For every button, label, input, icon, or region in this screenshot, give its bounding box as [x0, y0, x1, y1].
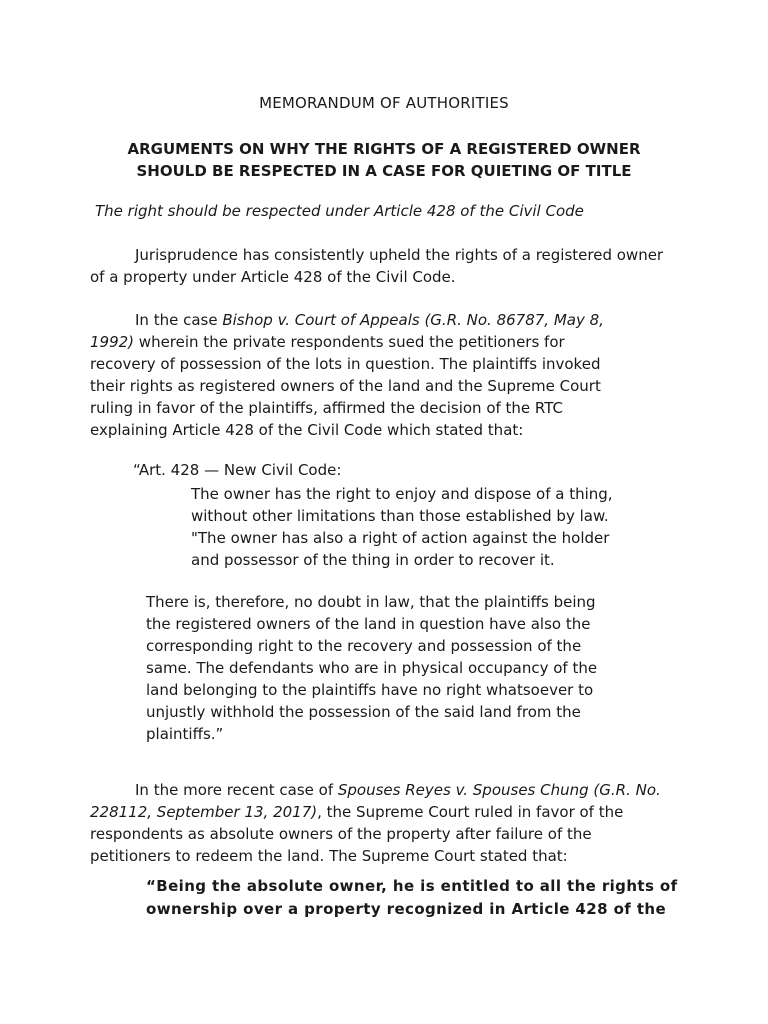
document-subtitle: [0, 138, 768, 182]
paragraph-line: of a property under Article 428 of the Civil Code.: [90, 268, 456, 286]
quote-line: the registered owners of the land in question have also the: [146, 615, 591, 633]
quote-line: land belonging to the plaintiffs have no right whatsoever to: [146, 681, 594, 699]
quote-line: without other limitations than those established by law.: [191, 507, 609, 525]
quote-line: ownership over a property recognized in Article 428 of the: [146, 900, 667, 918]
paragraph-line: ruling in favor of the plaintiffs, affirmed the decision of the RTC: [90, 399, 564, 417]
paragraph-line: [90, 309, 680, 331]
quote-article-text: [191, 483, 613, 571]
quote-line: plaintiffs.”: [146, 725, 224, 743]
quote-line: unjustly withhold the possession of the said land from the: [146, 703, 581, 721]
case-citation: 228112, September 13, 2017): [90, 803, 318, 821]
case-citation: 1992): [90, 333, 135, 351]
document-title: MEMORANDUM OF AUTHORITIES: [259, 94, 509, 112]
paragraph-line: petitioners to redeem the land. The Supreme Court stated that:: [90, 847, 568, 865]
paragraph-line: respondents as absolute owners of the property after failure of the: [90, 825, 592, 843]
quote-line: "The owner has also a right of action against the holder: [191, 529, 610, 547]
quote-line: same. The defendants who are in physical occupancy of the: [146, 659, 598, 677]
subtitle-line: SHOULD BE RESPECTED IN A CASE FOR QUIETING OF TITLE: [136, 162, 632, 180]
paragraph-line: [90, 331, 680, 353]
paragraph-line: their rights as registered owners of the land and the Supreme Court: [90, 377, 601, 395]
quote-line: There is, therefore, no doubt in law, that the plaintiffs being: [146, 593, 596, 611]
section-heading: The right should be respected under Article 428 of the Civil Code: [95, 202, 584, 220]
paragraph-line: [90, 779, 680, 801]
text-run: wherein the private respondents sued the petitioners for: [134, 333, 565, 351]
quote-line: corresponding right to the recovery and possession of the: [146, 637, 582, 655]
quote-line: and possessor of the thing in order to recover it.: [191, 551, 555, 569]
paragraph-line: explaining Article 428 of the Civil Code which stated that:: [90, 421, 524, 439]
text-run: In the more recent case of: [135, 781, 338, 799]
quote-paragraph: [146, 591, 597, 745]
paragraph-bishop-case: [90, 309, 680, 441]
quote-heading: “Art. 428 — New Civil Code:: [133, 461, 342, 479]
quote-line: The owner has the right to enjoy and dispose of a thing,: [191, 485, 613, 503]
paragraph-jurisprudence: [90, 244, 680, 288]
paragraph-reyes-case: [90, 779, 680, 867]
case-citation: Spouses Reyes v. Spouses Chung (G.R. No.: [337, 781, 661, 799]
quote-line: “Being the absolute owner, he is entitled to all the rights of: [146, 877, 678, 895]
text-run: In the case: [135, 311, 223, 329]
subtitle-line: ARGUMENTS ON WHY THE RIGHTS OF A REGISTERED OWNER: [127, 140, 641, 158]
paragraph-line: [90, 801, 680, 823]
paragraph-line: recovery of possession of the lots in question. The plaintiffs invoked: [90, 355, 601, 373]
text-run: , the Supreme Court ruled in favor of the: [317, 803, 624, 821]
paragraph-line: Jurisprudence has consistently upheld the rights of a registered owner: [135, 246, 664, 264]
bold-quote: [146, 875, 678, 921]
case-citation: Bishop v. Court of Appeals (G.R. No. 86787, May 8,: [222, 311, 604, 329]
